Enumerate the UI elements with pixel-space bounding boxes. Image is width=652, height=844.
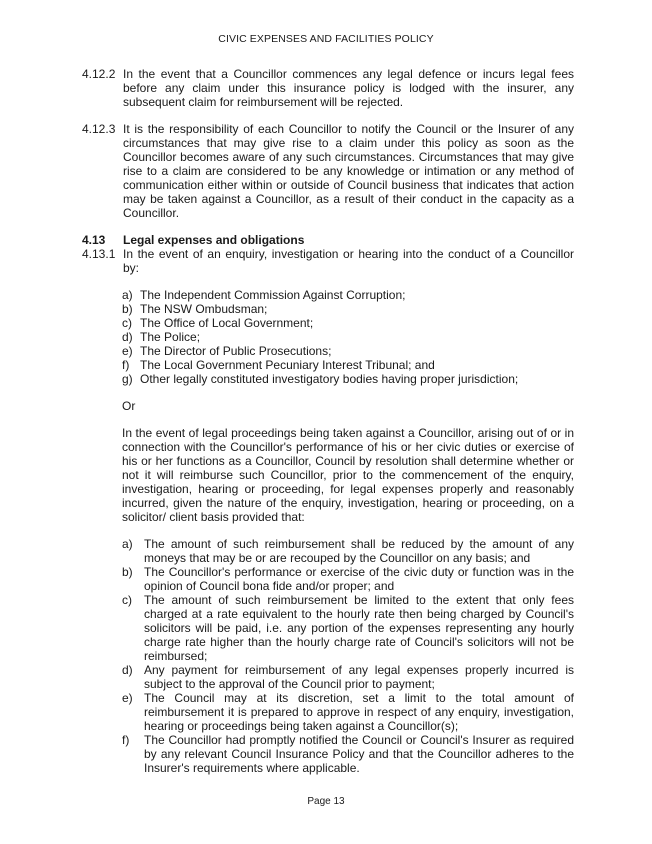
section-title: Legal expenses and obligations [123, 233, 305, 247]
list-text: The Director of Public Prosecutions; [140, 344, 332, 358]
clause-number: 4.12.2 [82, 67, 116, 81]
or-separator: Or [122, 399, 136, 413]
list-item [122, 358, 574, 372]
list-label: c) [122, 593, 132, 607]
conditions-list [122, 537, 574, 775]
list-label: f) [122, 358, 130, 372]
list-label: b) [122, 302, 133, 316]
clause-4-13-1 [82, 247, 574, 275]
list-item [122, 733, 574, 775]
list-text: The Council may at its discretion, set a limit to the total amount of reimbursement it is prepared to approve in respect of any enquiry, investigation, hearing or proceedings being taken against a Councillor(s); [144, 691, 574, 733]
page-header: CIVIC EXPENSES AND FACILITIES POLICY [218, 33, 434, 45]
list-text: The Local Government Pecuniary Interest Tribunal; and [140, 358, 435, 372]
section-number: 4.13 [82, 233, 106, 247]
list-label: g) [122, 372, 133, 386]
list-text: The amount of such reimbursement shall be reduced by the amount of any moneys that may be or are recouped by the Councillor on any basis; and [144, 537, 574, 565]
list-text: The Police; [140, 330, 201, 344]
clause-4-12-3 [82, 122, 574, 220]
document-body [82, 67, 574, 775]
clause-number: 4.13.1 [82, 247, 116, 261]
list-item [122, 302, 574, 316]
clause-text: In the event that a Councillor commences any legal defence or incurs legal fees before any claim under this insurance policy is lodged with the insurer, any subsequent claim for reimbursement will be rejected. [123, 67, 574, 109]
list-item [122, 663, 574, 691]
list-label: d) [122, 663, 133, 677]
list-text: Other legally constituted investigatory bodies having proper jurisdiction; [140, 372, 519, 386]
list-text: The NSW Ombudsman; [140, 302, 268, 316]
list-text: The Independent Commission Against Corruption; [140, 288, 406, 302]
clause-text: In the event of an enquiry, investigation or hearing into the conduct of a Councillor by: [123, 247, 574, 275]
page-number: Page 13 [307, 796, 345, 807]
clause-number: 4.12.3 [82, 122, 116, 136]
list-text: The Councillor had promptly notified the Council or Council's Insurer as required by any relevant Council Insurance Policy and that the Councillor adheres to the Insurer's requirements where applicable. [144, 733, 574, 775]
list-item [122, 330, 574, 344]
list-label: c) [122, 316, 132, 330]
list-label: f) [122, 733, 130, 747]
list-item [122, 372, 574, 386]
list-text: The amount of such reimbursement be limited to the extent that only fees charged at a rate equivalent to the hourly rate then being charged by Council's solicitors will be paid, i.e. any portion of the expenses representing any hourly charge rate higher than the hourly charge rate of Council's solicitors will not be reimbursed; [144, 593, 574, 663]
list-label: a) [122, 288, 133, 302]
list-item [122, 344, 574, 358]
clause-text: It is the responsibility of each Councillor to notify the Council or the Insurer of any circumstances that may give rise to a claim under this policy as soon as the Councillor becomes aware of any such circumstances. Circumstances that may give rise to a claim are considered to be any knowledge or intimation or any method of communication either within or outside of Council business that indicates that action may be taken against a Councillor, as a result of their conduct in the capacity as a Councillor. [123, 122, 574, 220]
list-text: Any payment for reimbursement of any legal expenses properly incurred is subject to the approval of the Council prior to payment; [144, 663, 574, 691]
list-item [122, 565, 574, 593]
list-label: e) [122, 344, 133, 358]
list-text: The Office of Local Government; [140, 316, 314, 330]
list-label: d) [122, 330, 133, 344]
list-item [122, 593, 574, 663]
list-item [122, 316, 574, 330]
list-item [122, 691, 574, 733]
proceedings-paragraph: In the event of legal proceedings being taken against a Councillor, arising out of or in connection with the Councillor's performance of his or her civic duties or exercise of his or her functions as a Councillor, Council by resolution shall determine whether or not it will reimburse such Councillor, prior to the commencement of the enquiry, investigation, hearing or proceeding, for legal expenses properly and reasonably incurred, given the nature of the enquiry, investigation, hearing or proceeding, on a solicitor/ client basis provided that: [122, 426, 574, 524]
list-item [122, 288, 574, 302]
investigatory-bodies-list [122, 288, 574, 386]
list-label: e) [122, 691, 133, 705]
list-item [122, 537, 574, 565]
list-label: a) [122, 537, 133, 551]
clause-4-12-2 [82, 67, 574, 109]
section-heading-4-13 [82, 233, 574, 247]
list-label: b) [122, 565, 133, 579]
list-text: The Councillor's performance or exercise of the civic duty or function was in the opinion of Council bona fide and/or proper; and [144, 565, 574, 593]
